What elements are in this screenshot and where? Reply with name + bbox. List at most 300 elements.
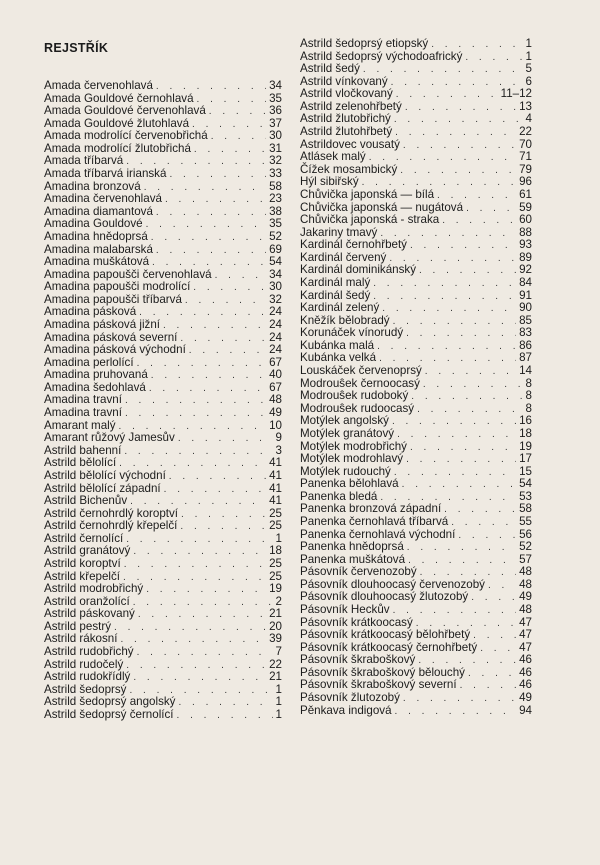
index-entry-name: Amarant malý [44, 418, 116, 432]
index-entry-name: Amarant růžový Jamesův [44, 431, 175, 445]
index-entry-name: Amadina pásková jižní [44, 317, 160, 331]
index-entry-page: 83 [519, 326, 532, 340]
dot-leader [209, 106, 266, 119]
dot-leader [133, 672, 266, 685]
index-entry-page: 39 [269, 632, 282, 646]
index-entry-name: Amadina hnědoprsá [44, 229, 148, 243]
index-entry-name: Panenka černohlavá východní [300, 527, 456, 541]
dot-leader [124, 446, 272, 459]
dot-leader [411, 391, 522, 404]
dot-leader [151, 232, 266, 245]
index-entry [300, 365, 532, 378]
index-entry-page: 96 [519, 175, 532, 189]
index-entry [300, 478, 532, 491]
index-entry [44, 231, 282, 244]
dot-leader [480, 643, 516, 656]
index-entry-page: 18 [519, 426, 532, 440]
index-entry-name: Amadina bronzová [44, 179, 141, 193]
dot-leader [146, 584, 266, 597]
index-entry-page: 1 [275, 695, 282, 709]
index-entry-name: Pásovník škraboškový severní [300, 678, 457, 692]
index-entry-page: 58 [519, 502, 532, 516]
index-entry-name: Panenka muškátová [300, 552, 406, 566]
index-entry-page: 48 [519, 577, 532, 591]
dot-leader [114, 622, 266, 635]
index-entry-page: 25 [269, 506, 282, 520]
dot-leader [126, 660, 266, 673]
index-entry-name: Amadina pásková východní [44, 343, 186, 357]
index-entry-name: Modrouŝek černoocasý [300, 376, 420, 390]
index-entry-name: Čížek mosambický [300, 162, 398, 176]
index-entry [300, 189, 532, 202]
index-entry-page: 84 [519, 275, 532, 289]
index-entry [300, 327, 532, 340]
index-entry [44, 608, 282, 621]
index-entry-page: 49 [269, 406, 282, 420]
dot-leader [151, 370, 266, 383]
dot-leader [400, 165, 516, 178]
index-entry-page: 47 [519, 640, 532, 654]
index-entry-name: Astrild modrobřichý [44, 582, 144, 596]
index-entry [300, 692, 532, 705]
index-entry-page: 37 [269, 116, 282, 130]
dot-leader [468, 668, 516, 681]
index-entry-name: Pásovník krátkoocasý černohřbetý [300, 640, 478, 654]
index-entry-page: 13 [519, 99, 532, 113]
index-entry-page: 91 [519, 288, 532, 302]
index-entry [300, 126, 532, 139]
index-entry-page: 33 [269, 167, 282, 181]
index-entry [300, 541, 532, 554]
index-entry-page: 41 [269, 494, 282, 508]
index-entry-page: 94 [519, 703, 532, 717]
index-entry-page: 5 [525, 62, 532, 76]
index-entry-page: 15 [519, 464, 532, 478]
index-entry-name: Panenka černohlavá tříbarvá [300, 514, 449, 528]
index-entry-name: Pásovník dlouhoocasý žlutozobý [300, 590, 469, 604]
index-entry-name: Amada Gouldové žlutohlavá [44, 116, 190, 130]
index-entry-name: Amadina Gouldové [44, 217, 143, 231]
index-entry-name: Pásovník krátkoocasý bělohřbetý [300, 628, 471, 642]
index-entry-name: Louskáček červenoprsý [300, 364, 422, 378]
index-entry [300, 277, 532, 290]
index-entry-page: 88 [519, 225, 532, 239]
index-entry-page: 48 [519, 603, 532, 617]
index-entry-page: 20 [269, 619, 282, 633]
index-entry-page: 34 [269, 79, 282, 92]
dot-leader [460, 680, 517, 693]
index-entry-page: 49 [519, 590, 532, 604]
dot-leader [149, 383, 266, 396]
dot-leader [164, 484, 266, 497]
index-entry-name: Amadina muškátová [44, 255, 150, 269]
index-entry [44, 432, 282, 445]
dot-leader [405, 102, 516, 115]
index-entry-page: 11–12 [500, 87, 532, 101]
index-entry-page: 16 [519, 414, 532, 428]
index-entry-page: 32 [269, 154, 282, 168]
dot-leader [382, 303, 516, 316]
index-entry-page: 14 [519, 364, 532, 378]
index-entry-page: 61 [519, 187, 532, 201]
index-entry-page: 93 [519, 238, 532, 252]
index-entry-name: Astrild černolící [44, 531, 124, 545]
index-entry-name: Amadina malabarská [44, 242, 153, 256]
index-entry-name: Kubánka malá [300, 338, 375, 352]
index-entry-page: 46 [519, 678, 532, 692]
index-entry [44, 407, 282, 420]
index-entry-name: Astrild zelenohřbetý [300, 99, 402, 113]
index-entry-name: Amada Gouldové červenohlavá [44, 104, 206, 118]
index-entry-name: Chůvička japonská - straka [300, 213, 440, 227]
index-entry-page: 59 [519, 200, 532, 214]
index-entry [300, 705, 532, 718]
index-entry [44, 520, 282, 533]
dot-leader [406, 454, 516, 467]
index-entry-page: 23 [269, 192, 282, 206]
index-entry-page: 38 [269, 204, 282, 218]
index-entry-name: Amadina pásková severní [44, 330, 178, 344]
index-entry-name: Astrild šedoprsý východoafrický [300, 49, 463, 63]
dot-leader [442, 215, 516, 228]
index-entry-page: 22 [269, 657, 282, 671]
index-entry-page: 79 [519, 162, 532, 176]
dot-leader [373, 278, 516, 291]
index-entry-name: Kněžík bělobradý [300, 313, 390, 327]
index-entry-page: 67 [269, 380, 282, 394]
dot-leader [407, 542, 516, 555]
dot-leader [471, 592, 516, 605]
index-entry-page: 8 [525, 376, 532, 390]
index-entry-name: Astrild granátový [44, 544, 131, 558]
index-entry-name: Amadina pruhovaná [44, 368, 148, 382]
dot-leader [403, 140, 516, 153]
index-entry-name: Astrild vínkovaný [300, 74, 388, 88]
dot-leader [410, 240, 516, 253]
index-entry-page: 4 [525, 112, 532, 126]
index-entry-page: 9 [275, 431, 282, 445]
index-entry-name: Amadina travní [44, 393, 122, 407]
index-entry-name: Amadina červenohlavá [44, 192, 162, 206]
index-entry-page: 85 [519, 313, 532, 327]
index-entry-name: Panenka hnědoprsá [300, 540, 404, 554]
dot-leader [124, 559, 266, 572]
dot-leader [156, 207, 266, 220]
index-entry-name: Amadina papoušči modrolící [44, 280, 191, 294]
index-entry [44, 319, 282, 332]
index-entry-page: 3 [275, 443, 282, 457]
index-entry-name: Jakariny tmavý [300, 225, 378, 239]
index-entry-name: Hýl sibiřský [300, 175, 359, 189]
index-entry-name: Korunáček vínorudý [300, 326, 404, 340]
index-entry-page: 49 [519, 691, 532, 705]
index-entry [300, 566, 532, 579]
dot-leader [178, 697, 272, 710]
dot-leader [403, 693, 516, 706]
index-entry-page: 24 [269, 317, 282, 331]
index-entry-name: Atlásek malý [300, 150, 366, 164]
index-entry-name: Astrild žlutobřichý [300, 112, 391, 126]
dot-leader [488, 580, 516, 593]
index-entry-page: 25 [269, 569, 282, 583]
index-entry-name: Pásovník červenozobý [300, 565, 417, 579]
dot-leader [180, 521, 266, 534]
dot-leader [395, 706, 517, 719]
dot-leader [392, 416, 516, 429]
index-entry-name: Astrild šedoprsý černolící [44, 707, 174, 721]
index-entry-page: 40 [269, 368, 282, 382]
index-entry-page: 24 [269, 305, 282, 319]
index-entry [300, 239, 532, 252]
index-entry [44, 80, 282, 93]
dot-leader [444, 504, 516, 517]
index-entry-page: 86 [519, 338, 532, 352]
index-right-column [300, 38, 532, 717]
index-entry-page: 25 [269, 519, 282, 533]
index-entry-name: Pásovník škraboškový [300, 653, 416, 667]
index-entry-page: 8 [525, 389, 532, 403]
index-entry-page: 25 [269, 556, 282, 570]
index-entry-name: Amadina papoušči tříbarvá [44, 292, 182, 306]
index-entry-page: 47 [519, 628, 532, 642]
index-entry [44, 130, 282, 143]
index-entry-name: Amada červenohlavá [44, 79, 153, 92]
index-entry-name: Astrild bahenní [44, 443, 122, 457]
index-entry [44, 646, 282, 659]
index-entry-name: Amada Gouldové černohlavá [44, 91, 194, 105]
index-entry-name: Astrild rudobřichý [44, 645, 134, 659]
index-entry-name: Amada tříbarvá irianská [44, 167, 167, 181]
index-entry [300, 516, 532, 529]
index-entry-page: 18 [269, 544, 282, 558]
dot-leader [133, 597, 273, 610]
index-entry-page: 6 [525, 74, 532, 88]
dot-leader [178, 433, 273, 446]
index-entry [44, 344, 282, 357]
index-entry-page: 54 [519, 477, 532, 491]
index-entry-page: 24 [269, 330, 282, 344]
dot-leader [180, 333, 266, 346]
dot-leader [410, 442, 516, 455]
index-entry-page: 60 [519, 213, 532, 227]
index-entry [44, 256, 282, 269]
index-entry-page: 35 [269, 217, 282, 231]
index-entry-page: 32 [269, 292, 282, 306]
dot-leader [458, 530, 516, 543]
dot-leader [373, 291, 516, 304]
index-entry-page: 41 [269, 481, 282, 495]
dot-leader [465, 52, 522, 65]
index-entry-name: Kardinál zelený [300, 301, 380, 315]
index-entry [44, 558, 282, 571]
index-entry-page: 52 [269, 229, 282, 243]
index-entry-page: 46 [519, 653, 532, 667]
dot-leader [137, 647, 273, 660]
index-entry-page: 19 [519, 439, 532, 453]
index-entry-page: 10 [269, 418, 282, 432]
index-entry-name: Amada tříbarvá [44, 154, 124, 168]
index-entry-name: Amadina pásková [44, 305, 137, 319]
index-entry-page: 56 [519, 527, 532, 541]
index-entry-name: Amada modrolící žlutobřichá [44, 141, 191, 155]
index-entry-page: 87 [519, 351, 532, 365]
index-entry-name: Amadina diamantová [44, 204, 153, 218]
index-entry-page: 1 [275, 682, 282, 696]
dot-leader [395, 127, 516, 140]
index-entry-page: 2 [275, 594, 282, 608]
index-entry-page: 48 [269, 393, 282, 407]
dot-leader [169, 471, 266, 484]
index-entry-page: 90 [519, 301, 532, 315]
index-entry-name: Astrild rudokřídlý [44, 670, 131, 684]
index-entry-name: Astrild rákosní [44, 632, 118, 646]
index-entry-page: 21 [269, 670, 282, 684]
dot-leader [133, 546, 266, 559]
dot-leader [193, 282, 266, 295]
index-entry [300, 604, 532, 617]
index-entry [44, 105, 282, 118]
dot-leader [126, 534, 272, 547]
index-entry-name: Motýlek granátový [300, 426, 395, 440]
index-entry-name: Astrild koroptví [44, 556, 121, 570]
index-entry [300, 151, 532, 164]
index-entry [44, 709, 282, 722]
index-left-column [44, 80, 282, 721]
index-entry-name: Panenka bledá [300, 489, 378, 503]
index-entry-name: Amadina papoušči červenohlavá [44, 267, 212, 281]
dot-leader [451, 517, 516, 530]
index-entry-name: Amadina perlolící [44, 355, 134, 369]
index-entry-name: Astrild Bichenův [44, 494, 128, 508]
index-entry-name: Motýlek modrobřichý [300, 439, 407, 453]
index-entry-name: Amadina travní [44, 406, 122, 420]
index-entry [300, 390, 532, 403]
index-entry-name: Chůvička japonská — bílá [300, 187, 435, 201]
index-entry-page: 1 [525, 37, 532, 50]
index-entry-name: Pásovník Heckův [300, 603, 390, 617]
dot-leader [396, 89, 498, 102]
index-entry [44, 168, 282, 181]
index-entry-name: Kardinál šedý [300, 288, 371, 302]
index-entry-name: Pásovník žlutozobý [300, 691, 400, 705]
index-entry-name: Pásovník škraboškový bělouchý [300, 665, 465, 679]
dot-leader [394, 467, 516, 480]
index-entry [44, 369, 282, 382]
index-entry-name: Motýlek angolský [300, 414, 389, 428]
index-entry-page: 7 [275, 645, 282, 659]
index-entry-name: Motýlek rudouchý [300, 464, 391, 478]
index-entry-name: Panenka bronzová západní [300, 502, 442, 516]
dot-leader [393, 316, 517, 329]
index-entry-name: Kardinál malý [300, 275, 371, 289]
index-entry [300, 428, 532, 441]
index-entry-page: 67 [269, 355, 282, 369]
index-entry [44, 583, 282, 596]
dot-leader [397, 429, 516, 442]
index-entry-page: 69 [269, 242, 282, 256]
index-entry-name: Pásovník krátkoocasý [300, 615, 413, 629]
index-entry-page: 1 [525, 49, 532, 63]
dot-leader [466, 203, 516, 216]
index-entry-page: 24 [269, 343, 282, 357]
index-entry [300, 629, 532, 642]
index-entry-page: 70 [519, 137, 532, 151]
index-entry-name: Pásovník dlouhoocasý červenozobý [300, 577, 485, 591]
dot-leader [146, 219, 266, 232]
index-entry-page: 71 [519, 150, 532, 164]
dot-leader [402, 479, 516, 492]
index-entry-page: 17 [519, 452, 532, 466]
index-entry-name: Amada modrolící červenobřichá [44, 129, 208, 143]
dot-leader [425, 366, 516, 379]
dot-leader [137, 358, 267, 371]
dot-leader [394, 114, 523, 127]
index-entry-page: 30 [269, 280, 282, 294]
index-entry-page: 19 [269, 582, 282, 596]
index-entry [44, 671, 282, 684]
dot-leader [181, 509, 266, 522]
index-entry-name: Astrild šedoprsý angolský [44, 695, 176, 709]
index-entry-page: 41 [269, 456, 282, 470]
dot-leader [211, 131, 266, 144]
index-entry [300, 38, 532, 51]
index-entry [300, 302, 532, 315]
dot-leader [165, 194, 266, 207]
index-entry [44, 281, 282, 294]
index-entry [44, 470, 282, 483]
dot-leader [215, 270, 267, 283]
index-entry-name: Kardinál dominikánský [300, 263, 416, 277]
dot-leader [423, 379, 523, 392]
dot-leader [194, 144, 266, 157]
index-entry-page: 31 [269, 141, 282, 155]
dot-leader [138, 609, 266, 622]
index-entry-page: 1 [275, 531, 282, 545]
index-entry-name: Kubánka velká [300, 351, 377, 365]
index-entry-name: Astrild bělolící západní [44, 481, 161, 495]
index-entry-name: Kardinál červený [300, 250, 387, 264]
index-entry-page: 47 [519, 615, 532, 629]
dot-leader [377, 341, 516, 354]
index-entry-name: Chůvička japonská — nugátová [300, 200, 464, 214]
dot-leader [125, 408, 266, 421]
index-entry [300, 63, 532, 76]
index-entry-page: 36 [269, 104, 282, 118]
index-entry-name: Astrild bělolící [44, 456, 117, 470]
index-entry-name: Astrild černohrdlý křepelčí [44, 519, 178, 533]
dot-leader [406, 328, 516, 341]
index-entry-name: Astrildovec vousatý [300, 137, 400, 151]
index-entry-page: 48 [519, 565, 532, 579]
index-entry-page: 35 [269, 91, 282, 105]
index-entry-name: Pěnkava indigová [300, 703, 392, 717]
dot-leader [177, 710, 273, 723]
dot-leader [169, 169, 266, 182]
page-title: REJSTŘÍK [44, 41, 109, 55]
index-entry-page: 58 [269, 179, 282, 193]
index-entry-name: Astrild bělolící východní [44, 468, 166, 482]
dot-leader [185, 295, 266, 308]
dot-leader [156, 245, 266, 258]
index-entry-name: Astrild černohrdlý koroptví [44, 506, 179, 520]
index-entry-page: 52 [519, 540, 532, 554]
index-entry-page: 41 [269, 468, 282, 482]
dot-leader [120, 634, 266, 647]
index-entry-name: Kardinál černohřbetý [300, 238, 407, 252]
dot-leader [419, 265, 516, 278]
index-entry-name: Astrild šedoprsý etiopský [300, 37, 429, 50]
index-entry-name: Astrild žlutohřbetý [300, 125, 393, 139]
